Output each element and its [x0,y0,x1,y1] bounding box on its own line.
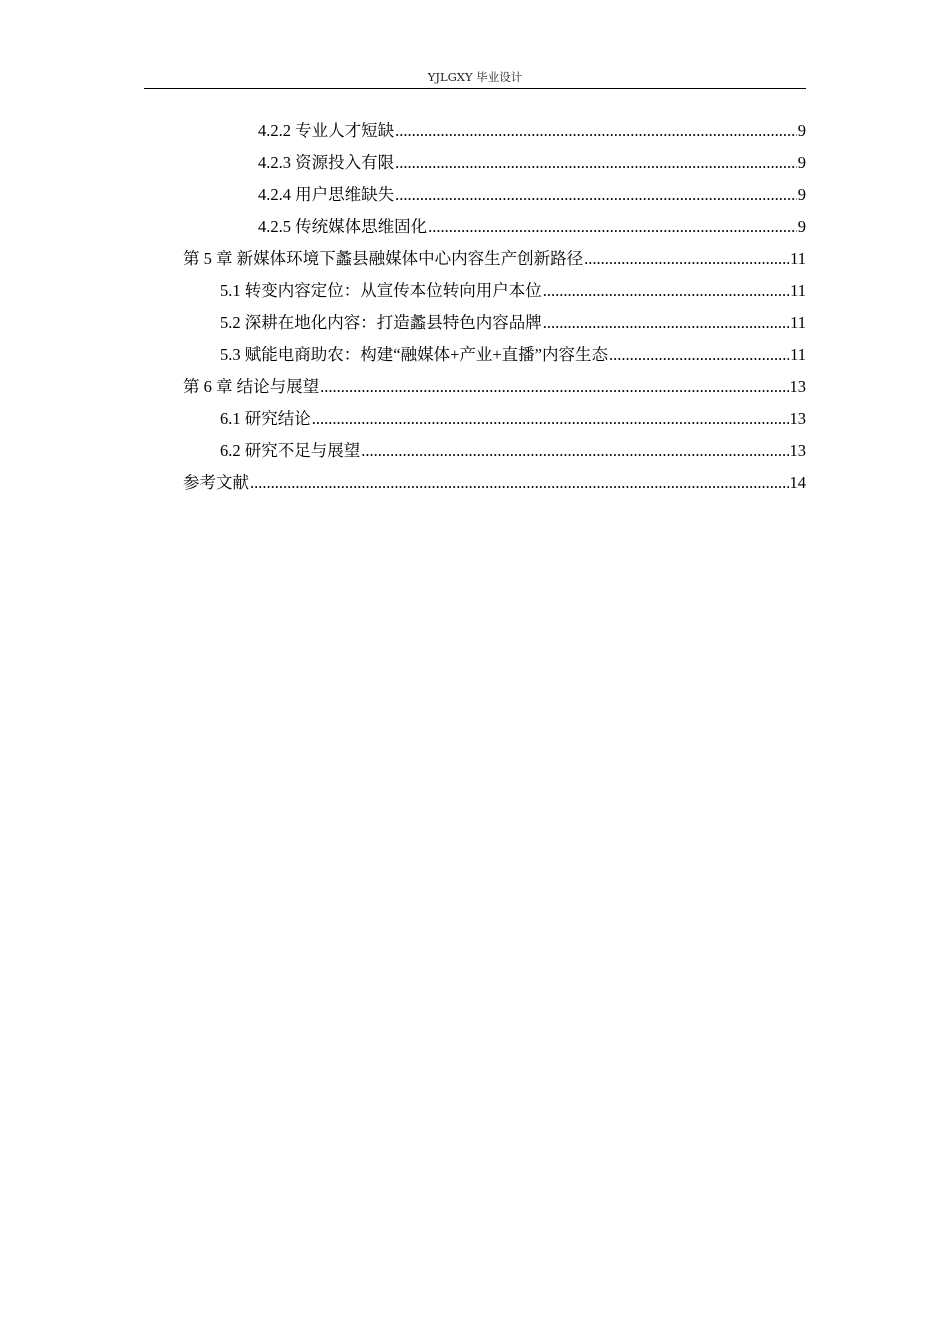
toc-entry-chapter-5[interactable] [183,243,806,275]
toc-entry-page: 9 [797,153,806,172]
toc-entry-page: 9 [797,185,806,204]
toc-entry-label: 6.1 研究结论 [220,409,311,428]
toc-dot-leader [584,243,789,275]
toc-dot-leader [395,115,797,147]
toc-dot-leader [320,371,788,403]
toc-entry[interactable] [258,179,806,211]
toc-dot-leader [428,211,797,243]
toc-entry-page: 11 [790,281,806,300]
toc-entry-label: 第 5 章 新媒体环境下蠡县融媒体中心内容生产创新路径 [183,249,584,268]
toc-entry-label: 4.2.5 传统媒体思维固化 [258,217,428,236]
toc-entry-label: 5.2 深耕在地化内容：打造蠡县特色内容品牌 [220,313,542,332]
toc-entry-label: 5.1 转变内容定位：从宣传本位转向用户本位 [220,281,542,300]
toc-entry-label: 第 6 章 结论与展望 [183,377,320,396]
toc-entry[interactable] [258,211,806,243]
toc-entry-page: 13 [789,409,806,428]
toc-dot-leader [543,307,789,339]
toc-entry-label: 参考文献 [183,473,249,492]
toc-dot-leader [312,403,789,435]
toc-entry-page: 9 [797,217,806,236]
toc-entry-page: 11 [790,313,806,332]
toc-entry-page: 11 [790,249,806,268]
toc-dot-leader [395,179,797,211]
toc-entry[interactable] [220,435,806,467]
page-header: YJLGXY 毕业设计 [144,68,806,89]
toc-entry[interactable] [220,403,806,435]
toc-entry-label: 4.2.3 资源投入有限 [258,153,395,172]
toc-entry-label: 6.2 研究不足与展望 [220,441,361,460]
toc-entry-page: 13 [789,377,806,396]
toc-entry-page: 14 [789,473,806,492]
toc-entry-label: 4.2.4 用户思维缺失 [258,185,395,204]
toc-entry-label: 4.2.2 专业人才短缺 [258,121,395,140]
toc-dot-leader [609,339,789,371]
toc-entry-label: 5.3 赋能电商助农：构建“融媒体+产业+直播”内容生态 [220,345,609,364]
toc-entry-references[interactable] [183,467,806,499]
toc-entry[interactable] [220,339,806,371]
toc-dot-leader [361,435,788,467]
toc-entry[interactable] [258,147,806,179]
toc-entry-page: 9 [797,121,806,140]
toc-entry[interactable] [220,307,806,339]
toc-entry[interactable] [220,275,806,307]
toc-dot-leader [395,147,797,179]
toc-entry-page: 13 [789,441,806,460]
toc-entry[interactable] [258,115,806,147]
toc-dot-leader [250,467,789,499]
toc-entry-chapter-6[interactable] [183,371,806,403]
toc-entry-page: 11 [790,345,806,364]
toc-dot-leader [543,275,789,307]
